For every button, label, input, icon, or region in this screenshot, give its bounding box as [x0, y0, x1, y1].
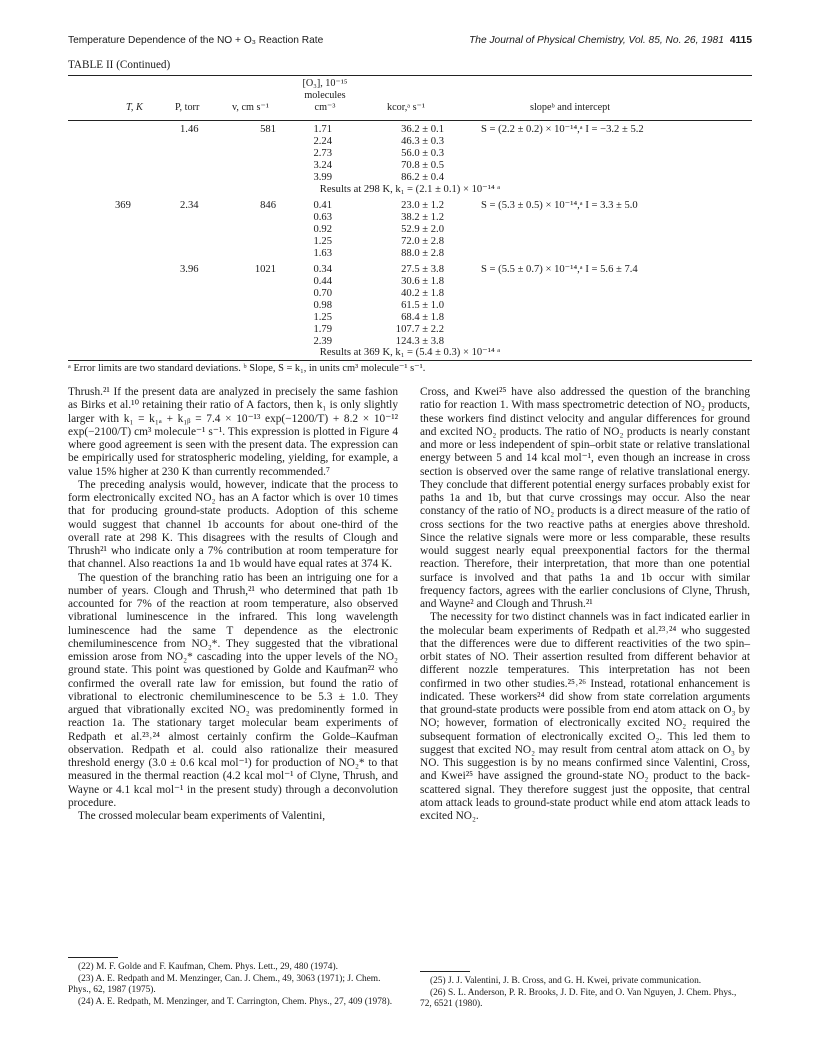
o3-value: 3.24 — [313, 160, 332, 171]
kcor-value: 124.3 ± 3.8 — [395, 336, 444, 347]
header-o3-line2: molecules — [304, 90, 346, 101]
group3-pressure: 3.96 — [180, 264, 199, 275]
header-kcor: kcor,ᵃ s⁻¹ — [387, 102, 425, 113]
kcor-value: 40.2 ± 1.8 — [401, 288, 444, 299]
group2-velocity: 846 — [260, 200, 276, 211]
kcor-value: 56.0 ± 0.3 — [401, 148, 444, 159]
o3-value: 1.79 — [313, 324, 332, 335]
o3-value: 2.39 — [313, 336, 332, 347]
results-369K: Results at 369 K, k₁ = (5.4 ± 0.3) × 10⁻¹⁴ ᵃ — [319, 347, 501, 358]
group1-slope: S = (2.2 ± 0.2) × 10⁻¹⁴,ᵃ I = −3.2 ± 5.2 — [481, 124, 644, 135]
kcor-value: 70.8 ± 0.5 — [401, 160, 444, 171]
header-pressure: P, torr — [175, 102, 200, 113]
o3-value: 2.24 — [313, 136, 332, 147]
header-o3-line3: cm⁻³ — [314, 102, 336, 113]
table-footnote: ᵃ Error limits are two standard deviations. ᵇ Slope, S = k₁, in units cm³ molecule⁻¹ s⁻¹. — [68, 363, 426, 374]
paragraph: The preceding analysis would, however, indicate that the process to form electronically excited NO₂ has an A factor which is over 10 times that for producing ground-state products. Adoption of this scheme would suggest that channel 1b accounts for about one-third of the overall rate at 298 K. This disagrees with the results of Clough and Thrush²¹ who indicate only a 7% contribution at room temperature for that channel. Also reactions 1a and 1b would have equal rates at 374 K. — [68, 478, 398, 571]
header-temperature: T, K — [126, 102, 143, 113]
kcor-value: 38.2 ± 1.2 — [401, 212, 444, 223]
kcor-value: 86.2 ± 0.4 — [401, 172, 444, 183]
paragraph: The necessity for two distinct channels was in fact indicated earlier in the molecular beam experiments of Redpath et al.²³˒²⁴ who suggested that the differences were due to different reactivities of the two spin–orbit states of NO. Their assertion resulted from different behavior at different nozzle temperatures. This interpretation has not been confirmed in two other studies.²⁵˒²⁶ Instead, rotational enhancement is indicated. These workers²⁴ did show from state correlation arguments that ground-state products were possible from end atom attack on O₃ by NO; however, formation of electronically excited NO₂ required the subsequent formation of electronically excited O₂. This led them to suggest that excited NO₂ may result from central atom attack on O₃ by NO. This suggestion is by no means confirmed since Valentini, Cross, and Kwei²⁵ have assigned the ground-state NO₂ product to the back-scattered signal. They therefore suggest just the opposite, that central atom attack leads to ground-state product while end atom attack leads to excited NO₂. — [420, 611, 750, 822]
kcor-value: 68.4 ± 1.8 — [401, 312, 444, 323]
running-header-title: Temperature Dependence of the NO + O₃ Reaction Rate — [68, 35, 324, 46]
group3-slope: S = (5.5 ± 0.7) × 10⁻¹⁴,ᵃ I = 5.6 ± 7.4 — [481, 264, 638, 275]
paragraph: The crossed molecular beam experiments of Valentini, — [78, 810, 326, 822]
table-caption: TABLE II (Continued) — [68, 59, 171, 71]
group2-slope: S = (5.3 ± 0.5) × 10⁻¹⁴,ᵃ I = 3.3 ± 5.0 — [481, 200, 638, 211]
o3-value: 0.44 — [313, 276, 332, 287]
body-column-right — [420, 386, 750, 823]
kcor-value: 36.2 ± 0.1 — [401, 124, 444, 135]
header-velocity: v, cm s⁻¹ — [232, 102, 269, 113]
reference-entry: (26) S. L. Anderson, P. R. Brooks, J. D. Fite, and O. Van Nguyen, J. Chem. Phys., 72, 6521 (1980). — [420, 987, 737, 1009]
paragraph: Cross, and Kwei²⁵ have also addressed the question of the branching ratio for reaction 1. With mass spectrometric detection of NO₂ products, these workers find distinct velocity and angular differences for ground and excited NO₂ products. The ratio of NO₂ products is nearly constant and more or less independent of spin–orbit state or relative translational energy between 5 and 14 kcal mol⁻¹, even though an increase in cross section is observed over the same range of relative translational energy. They conclude that different potential energy surfaces probably exist for paths 1a and 1b, but that curve crossings may occur. Also the near constancy of the ratio of NO₂ products is a direct measure of the ratio of cross sections for the two reactive paths at energies above threshold. Since the relative signals were more or less comparable, these results would suggest nearly equal preexponential factors for the thermal reaction. Therefore, their interpretation, that more than one potential surface is involved and that paths 1a and 1b occur with similar frequency factors, agrees with the earlier conclusions of Clyne, Thrush, and Wayne² and Clough and Thrush.²¹ — [420, 386, 750, 610]
o3-value: 1.71 — [313, 124, 332, 135]
kcor-value: 61.5 ± 1.0 — [401, 300, 444, 311]
paragraph: Thrush.²¹ If the present data are analyzed in precisely the same fashion as Birks et al.¹⁰ retaining their ratio of A factors, then k₁ is only slightly larger with k₁ = k₁ₐ + k₁ᵦ = 7.4 × 10⁻¹³ exp(−1200/T) + 8.2 × 10⁻¹² exp(−2100/T) cm³ molecule⁻¹ s⁻¹. This expression is plotted in Figure 4 where good agreement is seen with the present data. The expression can be empirically used for stratospheric modeling, yielding, for example, a value 15% higher at 230 K than currently recommended.⁷ — [68, 386, 398, 478]
reference-entry: (24) A. E. Redpath, M. Menzinger, and T. Carrington, Chem. Phys., 27, 409 (1978). — [78, 996, 393, 1007]
references-right — [420, 976, 750, 1011]
kcor-value: 88.0 ± 2.8 — [401, 248, 444, 259]
group3-velocity: 1021 — [254, 264, 276, 275]
reference-entry: (22) M. F. Golde and F. Kaufman, Chem. Phys. Lett., 29, 480 (1974). — [78, 962, 338, 972]
footnote-rule-right — [420, 971, 470, 972]
kcor-value: 72.0 ± 2.8 — [401, 236, 444, 247]
reference-entry: (25) J. J. Valentini, J. B. Cross, and G. H. Kwei, private communication. — [430, 976, 702, 986]
footnote-rule-left — [68, 957, 118, 958]
group1-pressure: 1.46 — [180, 124, 199, 135]
o3-value: 2.73 — [313, 148, 332, 159]
o3-value: 0.98 — [313, 300, 332, 311]
kcor-value: 46.3 ± 0.3 — [401, 136, 444, 147]
o3-value: 3.99 — [313, 172, 332, 183]
paragraph: The question of the branching ratio has been an intriguing one for a number of years. Clough and Thrush,²¹ who determined that path 1b accounted for 7% of the reaction at room temperature, also observed vibrational luminescence in the infrared. This long wavelength luminescence had the same T dependence as the electronic chemiluminescence from NO₂*. They suggested that the vibrational emission arose from NO₂* cascading into the upper levels of the NO₂ ground state. This point was questioned by Golde and Kaufman²² who confirmed the overall rate law for emission, but found the ratio of vibrational to electronic chemiluminescence to be 5.3 ± 1.0. They argued that vibrationally excited NO₂ was predominently formed in reaction 1a. The stationary target molecular beam experiments of Redpath et al.²³˒²⁴ almost certainly confirm the Golde–Kaufman observation. Redpath et al. could also rationalize their measured threshold energy (3.0 ± 0.6 kcal mol⁻¹) for production of NO₂* to that measured in the thermal reaction (4.2 kcal mol⁻¹ of Clyne, Thrush, and Wayne or 4.1 kcal mol⁻¹ in the present study) through a deconvolution procedure. — [68, 571, 398, 809]
body-column-left — [68, 386, 398, 823]
temperature-369: 369 — [115, 200, 131, 211]
o3-value: 1.63 — [313, 248, 332, 259]
o3-value: 0.34 — [313, 264, 332, 275]
results-298K: Results at 298 K, k₁ = (2.1 ± 0.1) × 10⁻¹⁴ ᵃ — [319, 184, 501, 195]
reference-entry: (23) A. E. Redpath and M. Menzinger, Can. J. Chem., 49, 3063 (1971); J. Chem. Phys., 62, 1987 (1975). — [68, 973, 381, 995]
data-table — [0, 0, 816, 380]
header-o3-line1: [O₃], 10⁻¹⁵ — [302, 78, 348, 89]
kcor-value: 52.9 ± 2.0 — [401, 224, 444, 235]
references-left — [68, 962, 398, 1008]
group1-velocity: 581 — [260, 124, 276, 135]
o3-value: 1.25 — [313, 236, 332, 247]
o3-value: 1.25 — [313, 312, 332, 323]
kcor-value: 27.5 ± 3.8 — [401, 264, 444, 275]
kcor-value: 23.0 ± 1.2 — [401, 200, 444, 211]
kcor-value: 107.7 ± 2.2 — [395, 324, 444, 335]
journal-citation: The Journal of Physical Chemistry, Vol. 85, No. 26, 1981 — [469, 35, 724, 46]
o3-value: 0.70 — [313, 288, 332, 299]
o3-value: 0.63 — [313, 212, 332, 223]
o3-value: 0.92 — [313, 224, 332, 235]
group2-pressure: 2.34 — [180, 200, 199, 211]
kcor-value: 30.6 ± 1.8 — [401, 276, 444, 287]
header-slope-intercept: slopeᵇ and intercept — [530, 102, 611, 113]
o3-value: 0.41 — [313, 200, 332, 211]
page-number: 4115 — [729, 35, 752, 46]
